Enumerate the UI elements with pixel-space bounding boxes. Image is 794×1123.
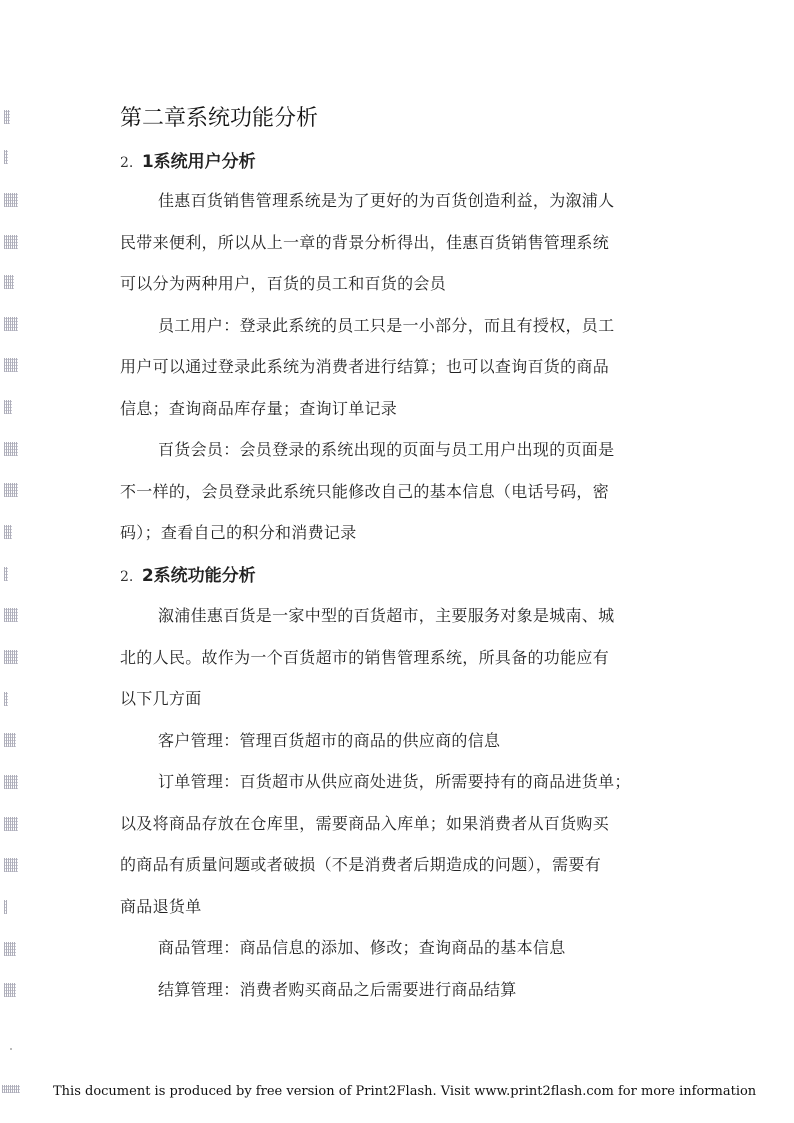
paragraph-line: 信息；查询商品库存量；查询订单记录	[120, 399, 398, 418]
paragraph-line: 客户管理：管理百货超市的商品的供应商的信息	[158, 731, 501, 750]
margin-mark	[4, 400, 12, 414]
margin-mark	[4, 858, 18, 872]
paragraph-line: 订单管理：百货超市从供应商处进货，所需要持有的商品进货单；	[158, 772, 631, 791]
margin-scan-artifacts	[0, 0, 20, 1123]
margin-mark	[4, 942, 16, 956]
margin-mark	[4, 567, 8, 581]
margin-mark	[4, 235, 18, 249]
paragraph-line: 以及将商品存放在仓库里，需要商品入库单；如果消费者从百货购买	[120, 814, 610, 833]
chapter-title: 第二章系统功能分析	[120, 106, 319, 131]
margin-mark	[4, 900, 7, 914]
section-subtitle: 1系统用户分析	[141, 152, 256, 172]
margin-mark	[4, 150, 8, 164]
margin-mark	[4, 608, 18, 622]
margin-mark	[4, 817, 18, 831]
paragraph-line: 不一样的，会员登录此系统只能修改自己的基本信息（电话号码，密	[120, 482, 610, 501]
paragraph-line: 码）；查看自己的积分和消费记录	[120, 523, 357, 542]
paragraph-line: 可以分为两种用户，百货的员工和百货的会员	[120, 274, 447, 293]
margin-mark	[4, 983, 16, 997]
section-number: 2.	[120, 569, 138, 585]
paragraph-line: 以下几方面	[120, 689, 202, 708]
section-number: 2.	[120, 155, 138, 171]
paragraph-line: 员工用户：登录此系统的员工只是一小部分，而且有授权，员工	[158, 316, 615, 335]
paragraph-line: 用户可以通过登录此系统为消费者进行结算；也可以查询百货的商品	[120, 357, 610, 376]
margin-mark	[4, 358, 18, 372]
margin-mark	[4, 525, 12, 539]
print2flash-footer-notice: This document is produced by free version of Print2Flash. Visit www.print2flash.com for more information	[53, 1084, 757, 1099]
margin-mark	[4, 110, 10, 124]
paragraph-line: 的商品有质量问题或者破损（不是消费者后期造成的问题），需要有	[120, 855, 602, 874]
section-subtitle: 2系统功能分析	[141, 566, 256, 586]
margin-mark	[4, 692, 8, 706]
margin-mark	[2, 1085, 20, 1093]
section-heading-function-analysis	[120, 564, 256, 589]
margin-mark	[4, 317, 18, 331]
margin-mark	[4, 650, 18, 664]
margin-mark	[4, 442, 18, 456]
margin-mark	[4, 275, 14, 289]
margin-mark	[4, 733, 16, 747]
paragraph-line: 溆浦佳惠百货是一家中型的百货超市，主要服务对象是城南、城	[158, 606, 615, 625]
margin-mark	[4, 193, 18, 207]
paragraph-line: 商品管理：商品信息的添加、修改；查询商品的基本信息	[158, 938, 566, 957]
scan-dot	[10, 1048, 12, 1050]
paragraph-line: 北的人民。故作为一个百货超市的销售管理系统，所具备的功能应有	[120, 648, 610, 667]
margin-mark	[4, 483, 18, 497]
paragraph-line: 佳惠百货销售管理系统是为了更好的为百货创造利益，为溆浦人	[158, 191, 615, 210]
section-heading-user-analysis	[120, 150, 256, 175]
paragraph-line: 百货会员：会员登录的系统出现的页面与员工用户出现的页面是	[158, 440, 615, 459]
paragraph-line: 结算管理：消费者购买商品之后需要进行商品结算	[158, 980, 517, 999]
paragraph-line: 民带来便利，所以从上一章的背景分析得出，佳惠百货销售管理系统	[120, 233, 610, 252]
margin-mark	[4, 775, 18, 789]
paragraph-line: 商品退货单	[120, 897, 202, 916]
